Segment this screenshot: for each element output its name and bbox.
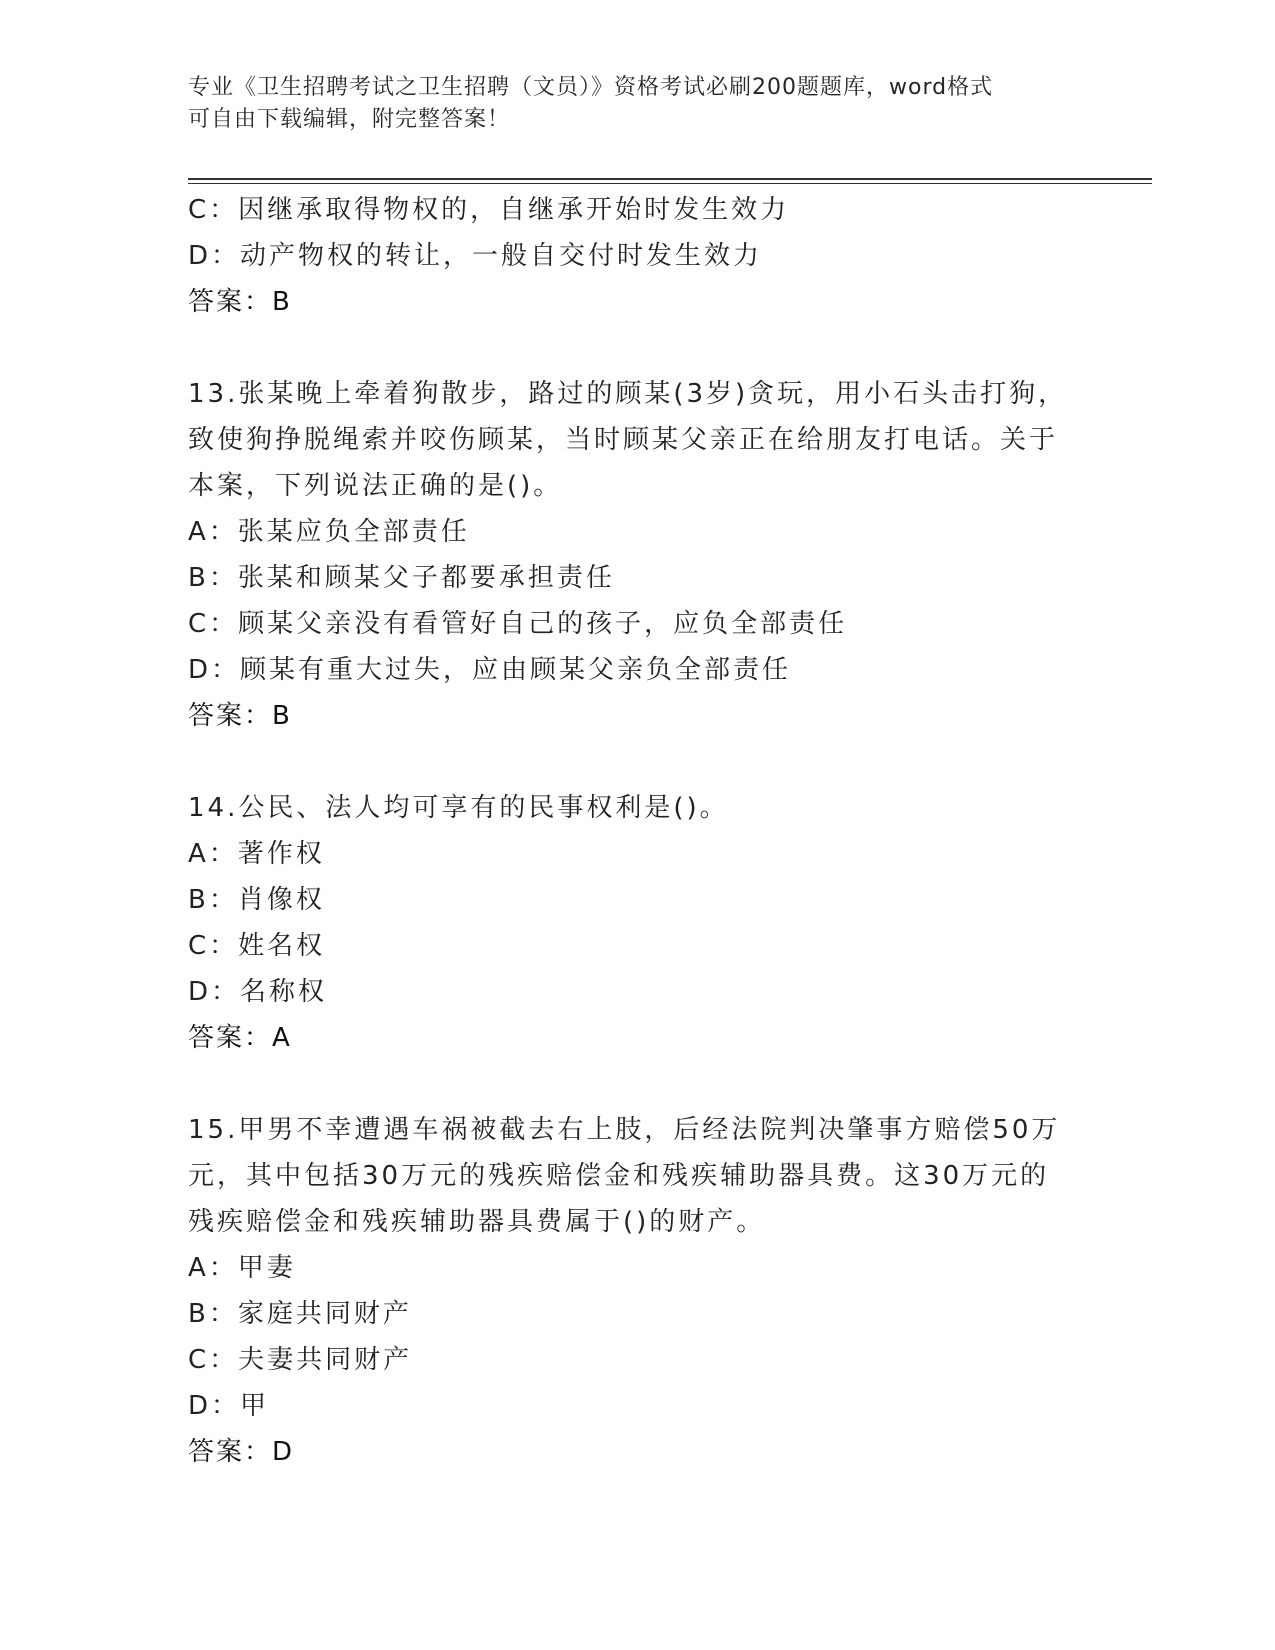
question-stem-line: 本案，下列说法正确的是()。 <box>188 471 563 501</box>
answer-line: 答案：B <box>188 701 292 731</box>
question-14 <box>188 785 1088 1061</box>
answer-line: 答案：B <box>188 287 292 317</box>
spacer <box>188 325 1088 371</box>
option-c: C：因继承取得物权的，自继承开始时发生效力 <box>188 195 790 225</box>
question-stem-line: 致使狗挣脱绳索并咬伤顾某，当时顾某父亲正在给朋友打电话。关于 <box>188 425 1059 455</box>
question-stem-line: 14.公民、法人均可享有的民事权利是()。 <box>188 793 729 823</box>
spacer <box>188 1061 1088 1107</box>
option-c: C：姓名权 <box>188 931 326 961</box>
question-stem-line: 15.甲男不幸遭遇车祸被截去右上肢，后经法院判决肇事方赔偿50万 <box>188 1115 1061 1145</box>
option-c: C：夫妻共同财产 <box>188 1345 413 1375</box>
header-divider-thick <box>188 178 1152 180</box>
option-a: A：甲妻 <box>188 1253 296 1283</box>
question-list <box>188 187 1088 1475</box>
option-a: A：张某应负全部责任 <box>188 517 470 547</box>
option-d: D：顾某有重大过失，应由顾某父亲负全部责任 <box>188 655 792 685</box>
question-15 <box>188 1107 1088 1475</box>
page-header <box>188 72 1068 136</box>
spacer <box>188 739 1088 785</box>
option-d: D：甲 <box>188 1391 270 1421</box>
answer-line: 答案：D <box>188 1437 295 1467</box>
option-b: B：家庭共同财产 <box>188 1299 412 1329</box>
question-stem-line: 残疾赔偿金和残疾辅助器具费属于()的财产。 <box>188 1207 766 1237</box>
option-c: C：顾某父亲没有看管好自己的孩子，应负全部责任 <box>188 609 848 639</box>
question-stem-line: 13.张某晚上牵着狗散步，路过的顾某(3岁)贪玩，用小石头击打狗， <box>188 379 1068 409</box>
question-12-continued <box>188 187 1088 325</box>
option-d: D：名称权 <box>188 977 328 1007</box>
header-line-1: 专业《卫生招聘考试之卫生招聘（文员）》资格考试必刷200题题库，word格式 <box>188 75 994 100</box>
question-13 <box>188 371 1088 739</box>
question-stem-line: 元，其中包括30万元的残疾赔偿金和残疾辅助器具费。这30万元的 <box>188 1161 1050 1191</box>
answer-line: 答案：A <box>188 1023 292 1053</box>
option-b: B：肖像权 <box>188 885 325 915</box>
option-b: B：张某和顾某父子都要承担责任 <box>188 563 615 593</box>
header-line-2: 可自由下载编辑，附完整答案！ <box>188 107 511 132</box>
option-a: A：著作权 <box>188 839 325 869</box>
header-divider-thin <box>188 183 1152 184</box>
option-d: D：动产物权的转让，一般自交付时发生效力 <box>188 241 763 271</box>
